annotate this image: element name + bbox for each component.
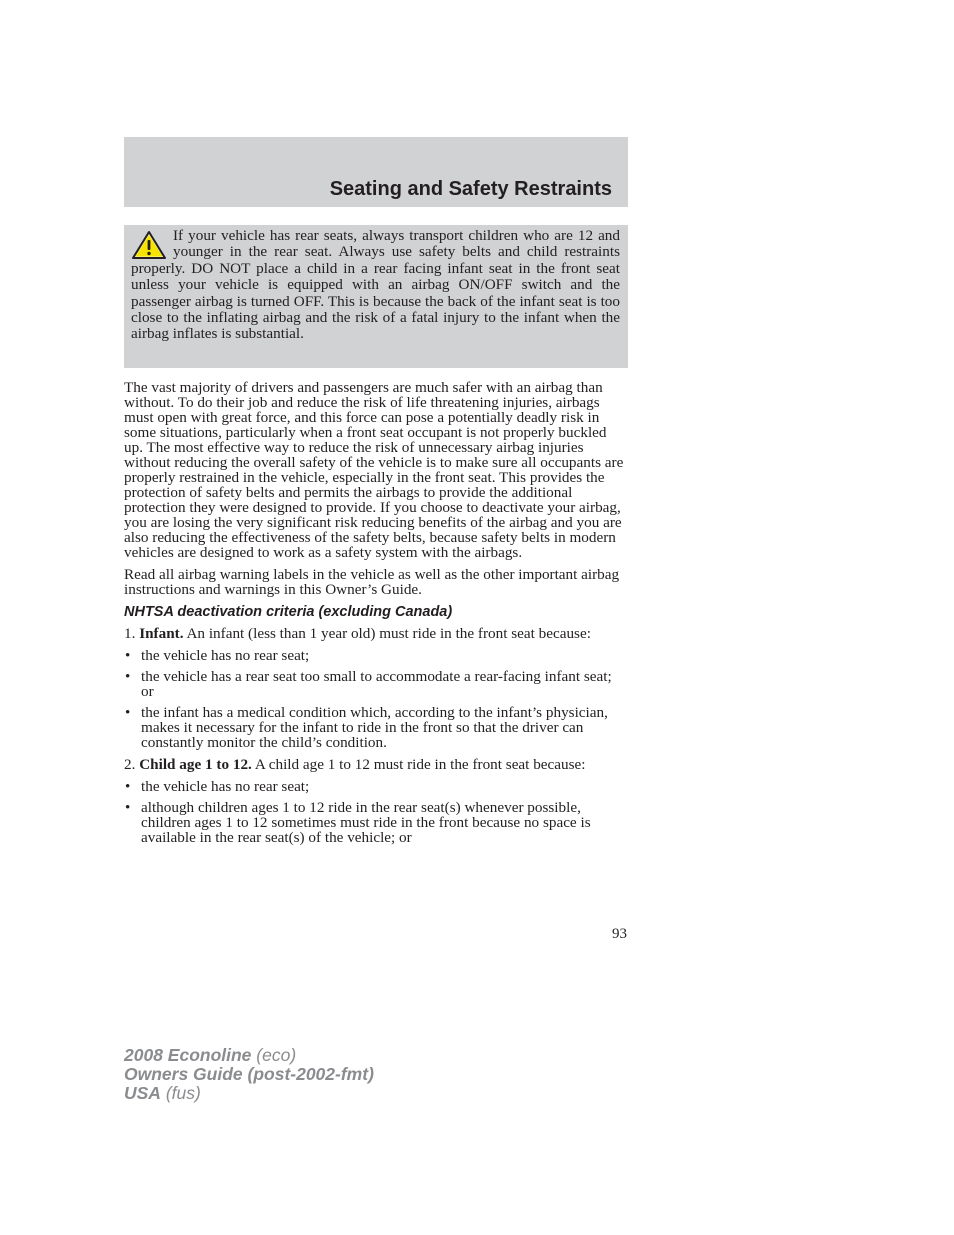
infant-bullet-list <box>124 648 624 750</box>
footer-line-model <box>124 1046 374 1065</box>
criteria-text: A child age 1 to 12 must ride in the front seat because: <box>254 756 586 773</box>
criteria-item-infant <box>124 626 624 641</box>
list-item <box>124 669 624 699</box>
bullet-text: although children ages 1 to 12 ride in the rear seat(s) whenever possible, children ages 1 to 12 sometimes must ride in the front because no space is available in the rear seat(s) of the vehicle; or <box>141 799 591 846</box>
section-title: Seating and Safety Restraints <box>329 178 612 200</box>
document-footer <box>124 1046 374 1103</box>
bullet-icon: • <box>125 704 131 721</box>
criteria-item-child <box>124 757 624 772</box>
paragraph-airbag-safety: The vast majority of drivers and passengers are much safer with an airbag than without. To do their job and reduce the risk of life threatening injuries, airbags must open with great force, and this force can pose a potentially deadly risk in some situations, particularly when a front seat occupant is not properly buckled up. The most effective way to reduce the risk of unnecessary airbag injuries without reducing the overall safety of the vehicle is to make sure all occupants are properly restrained in the vehicle, especially in the front seat. This provides the protection of safety belts and permits the airbags to provide the additional protection they were designed to provide. If you choose to deactivate your airbag, you are losing the very significant risk reducing benefits of the airbag and you are also reducing the effectiveness of the safety belts, because safety belts in modern vehicles are designed to work as a safety system with the airbags. <box>124 379 624 561</box>
child-bullet-list <box>124 779 624 845</box>
body-content <box>124 380 624 852</box>
bullet-text: the vehicle has a rear seat too small to accommodate a rear-facing infant seat; or <box>141 668 612 700</box>
nhtsa-subheading: NHTSA deactivation criteria (excluding Canada) <box>124 604 453 620</box>
warning-triangle-icon <box>131 230 167 260</box>
criteria-title: Child age 1 to 12. <box>139 756 252 773</box>
warning-text: If your vehicle has rear seats, always transport children who are 12 and younger in the rear seat. Always use safety belts and child restraints properly. DO NOT place a child in a rear facing infant seat in the front seat unless your vehicle is equipped with an airbag ON/OFF switch and the passenger airbag is turned OFF. This is because the back of the infant seat is too close to the inflating airbag and the risk of a fatal injury to the infant when the airbag inflates is substantial. <box>131 227 620 343</box>
bullet-icon: • <box>125 799 131 816</box>
footer-market-name: USA <box>124 1083 161 1103</box>
bullet-text: the infant has a medical condition which, according to the infant’s physician, makes it necessary for the infant to ride in the front so that the driver can constantly monitor the child’s condition. <box>141 704 608 751</box>
bullet-icon: • <box>125 668 131 685</box>
bullet-icon: • <box>125 647 131 664</box>
bullet-text: the vehicle has no rear seat; <box>141 778 310 795</box>
footer-model-name: 2008 Econoline <box>124 1045 252 1065</box>
bullet-text: the vehicle has no rear seat; <box>141 647 310 664</box>
section-header <box>124 137 628 207</box>
list-item <box>124 705 624 750</box>
list-item <box>124 648 624 663</box>
footer-guide-name: Owners Guide (post-2002-fmt) <box>124 1064 374 1084</box>
bullet-icon: • <box>125 778 131 795</box>
list-item <box>124 800 624 845</box>
criteria-text: An infant (less than 1 year old) must ride in the front seat because: <box>186 625 591 642</box>
paragraph-warning-labels: Read all airbag warning labels in the vehicle as well as the other important airbag instructions and warnings in this Owner’s Guide. <box>124 566 620 598</box>
footer-model-code: (eco) <box>256 1045 297 1065</box>
criteria-number: 2. <box>124 756 136 773</box>
footer-line-guide <box>124 1065 374 1084</box>
list-item <box>124 779 624 794</box>
page-number: 93 <box>612 926 627 942</box>
footer-market-code: (fus) <box>165 1083 201 1103</box>
warning-box <box>124 225 628 368</box>
criteria-number: 1. <box>124 625 136 642</box>
criteria-title: Infant. <box>139 625 184 642</box>
footer-line-market <box>124 1084 374 1103</box>
